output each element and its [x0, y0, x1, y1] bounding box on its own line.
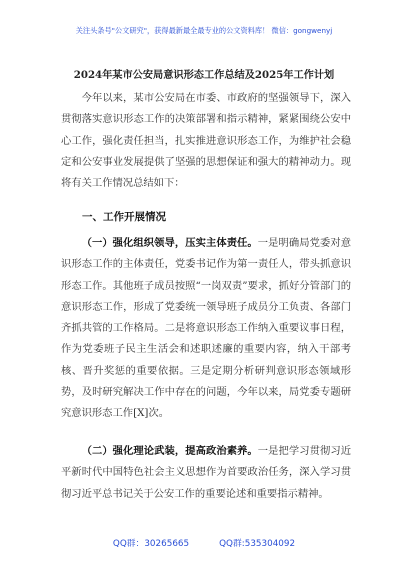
- item1-paragraph: [61, 233, 351, 425]
- footer-contact: [0, 536, 408, 549]
- item1-heading: （一）强化组织领导，压实主体责任。: [81, 237, 258, 249]
- footer-qq-group-2[interactable]: QQ群:535304092: [219, 539, 296, 549]
- document-title: 2024年某市公安局意识形态工作总结及2025年工作计划: [73, 69, 335, 81]
- intro-paragraph: 今年以来，某市公安局在市委、市政府的坚强领导下，深入贯彻落实意识形态工作的决策部署和指示精神，紧紧围绕公安中心工作，强化责任担当，扎实推进意识形态工作，为维护社会稳定和公安事业发展提供了坚强的思想保证和强大的精神动力。现将有关工作情况总结如下：: [61, 92, 351, 190]
- section-heading: 一、工作开展情况: [82, 211, 166, 223]
- item2-paragraph: [61, 441, 351, 529]
- item2-heading: （二）强化理论武装，提高政治素养。: [81, 445, 258, 457]
- promo-banner[interactable]: 关注头条号"公文研究"，获得最新最全最专业的公文资料库！ 微信：gongwenyj: [75, 26, 333, 35]
- item2-body: 一是把学习贯彻习近平新时代中国特色社会主义思想作为首要政治任务，深入学习贯彻习近平总书记关于公安工作的重要论述和重要指示精神。: [61, 445, 351, 500]
- item1-body: 一是明确局党委对意识形态工作的主体责任，党委书记作为第一责任人，带头抓意识形态工作。其他班子成员按照“一岗双责”要求，抓好分管部门的意识形态工作，形成了党委统一领导班子成员分工负责、各部门齐抓共管的工作格局。二是将意识形态工作纳入重要议事日程，作为党委班子民主生活会和述职述廉的重要内容，纳入干部考核、晋升奖惩的重要依据。三是定期分析研判意识形态领域形势，及时研究解决工作中存在的问题，今年以来，局党委专题研究意识形态工作[X]次。: [61, 237, 352, 420]
- footer-qq-group-1[interactable]: QQ群：30265665: [112, 539, 190, 549]
